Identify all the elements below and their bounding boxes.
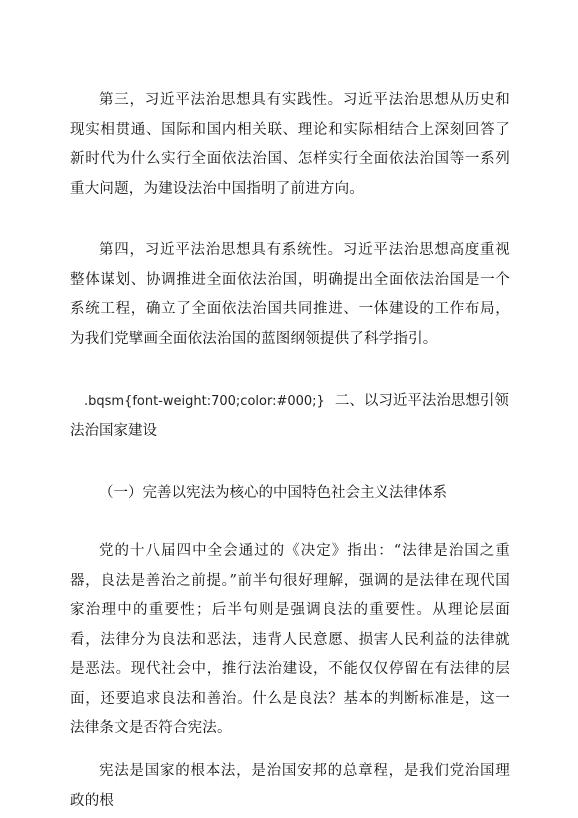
paragraph-good-law: 党的十八届四中全会通过的《决定》指出：“法律是治国之重器，良法是善治之前提。”前半句很好理解，强调的是法律在现代国家治理中的重要性；后半句则是强调良法的重要性。从理论层面看，法律分为良法和恶法，违背人民意愿、损害人民利益的法律就是恶法。现代社会中，推行法治建设，不能仅仅停留在有法律的层面，还要追求良法和善治。什么是良法？基本的判断标准是，这一法律条文是否符合宪法。 (70, 543, 510, 736)
leaked-css-text: .bqsm{font-weight:700;color:#000;} (84, 394, 325, 409)
paragraph-systematicness: 第四，习近平法治思想具有系统性。习近平法治思想高度重视整体谋划、协调推进全面依法治国，明确提出全面依法治国是一个系统工程，确立了全面依法治国共同推进、一体建设的工作布局，为我们党擘画全面依法治国的蓝图纲领提供了科学指引。 (70, 242, 510, 347)
section-heading (70, 387, 510, 446)
paragraph-practicality: 第三，习近平法治思想具有实践性。习近平法治思想从历史和现实相贯通、国际和国内相关联、理论和实际相结合上深刻回答了新时代为什么实行全面依法治国、怎样实行全面依法治国等一系列重大问题，为建设法治中国指明了前进方向。 (70, 92, 510, 197)
subsection-heading: （一）完善以宪法为核心的中国特色社会主义法律体系 (99, 485, 447, 501)
section-heading-text: 二、以习近平法治思想引领法治国家建设 (70, 393, 509, 439)
paragraph-constitution: 宪法是国家的根本法，是治国安邦的总章程，是我们党治国理政的根 (70, 763, 510, 809)
